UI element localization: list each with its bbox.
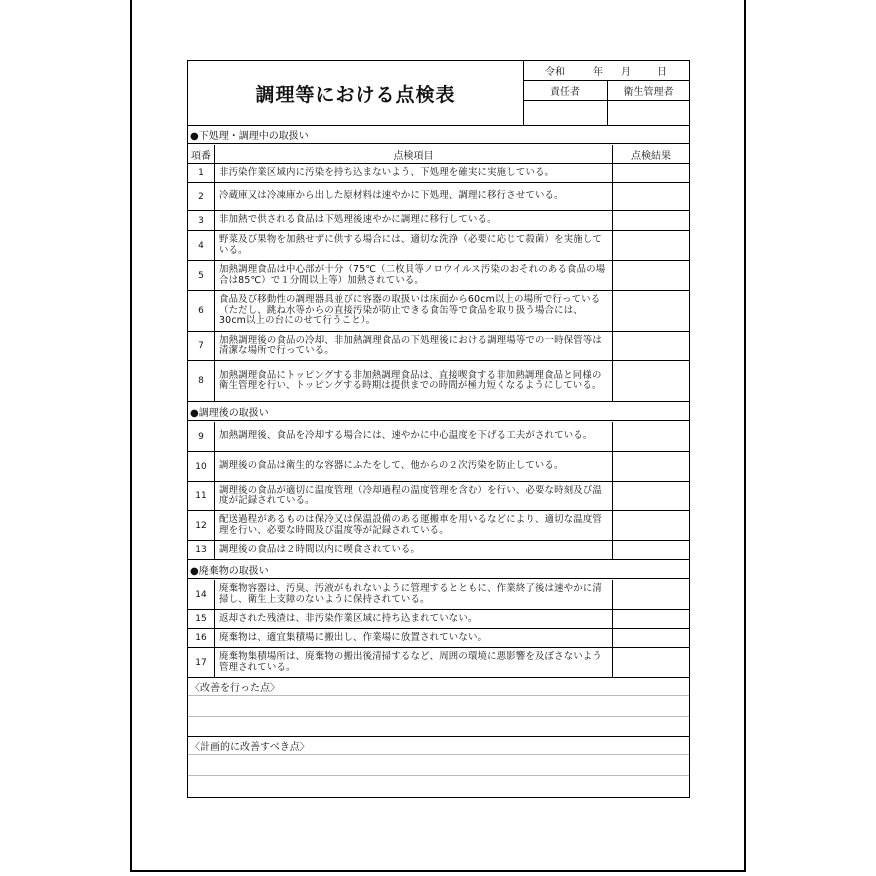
row-number: 8 (188, 361, 215, 401)
table-row (188, 332, 689, 361)
row-item-text: 廃棄物容器は、汚臭、汚液がもれないように管理するとともに、作業終了後は速やかに清掃し、衛生上支障のないように保持されている。 (215, 580, 613, 609)
date-day-label: 日 (657, 67, 667, 78)
date-month-label: 月 (621, 67, 631, 78)
table-row (188, 482, 689, 511)
row-result-cell[interactable] (613, 541, 689, 559)
row-number: 16 (188, 629, 215, 647)
table-row (188, 511, 689, 541)
table-row (188, 211, 689, 231)
table-row (188, 422, 689, 452)
row-item-text: 調理後の食品は衛生的な容器にふたをして、他からの２次汚染を防止している。 (215, 452, 613, 481)
row-number: 17 (188, 648, 215, 677)
section-heading-prep: ●下処理・調理中の取扱い (188, 125, 689, 144)
table-row (188, 610, 689, 629)
row-number: 5 (188, 261, 215, 290)
row-result-cell[interactable] (613, 291, 689, 331)
table-row (188, 361, 689, 402)
improved-points-label: 〈改善を行った点〉 (188, 678, 689, 696)
row-item-text: 非加熱で供される食品は下処理後速やかに調理に移行している。 (215, 211, 613, 230)
table-row (188, 231, 689, 261)
row-result-cell[interactable] (613, 580, 689, 609)
row-result-cell[interactable] (613, 183, 689, 210)
row-item-text: 調理後の食品が適切に温度管理（冷却過程の温度管理を含む）を行い、必要な時刻及び温度が記録されている。 (215, 482, 613, 510)
manager-stamp-box[interactable] (523, 101, 608, 125)
row-result-cell[interactable] (613, 164, 689, 182)
row-result-cell[interactable] (613, 511, 689, 540)
row-item-text: 加熱調理食品は中心部が十分（75℃（二枚貝等ノロウイルス汚染のおそれのある食品の場合は85℃）で１分間以上等）加熱されている。 (215, 261, 613, 290)
table-row (188, 291, 689, 332)
row-number: 7 (188, 332, 215, 360)
row-number: 1 (188, 164, 215, 182)
row-number: 11 (188, 482, 215, 510)
date-year-label: 年 (593, 67, 603, 78)
row-item-text: 加熱調理食品にトッピングする非加熱調理食品は、直接喫食する非加熱調理食品と同様の衛生管理を行い、トッピングする時期は提供までの時間が極力短くなるようにしている。 (215, 361, 613, 401)
col-result-header: 点検結果 (631, 150, 671, 162)
page-title: 調理等における点検表 (188, 61, 524, 125)
row-item-text: 野菜及び果物を加熱せずに供する場合には、適切な洗浄（必要に応じて殺菌）を実施している。 (215, 231, 613, 260)
row-item-text: 返却された残渣は、非汚染作業区域に持ち込まれていない。 (215, 610, 613, 628)
table-row (188, 452, 689, 482)
row-number: 14 (188, 580, 215, 609)
row-result-cell[interactable] (613, 361, 689, 401)
table-row (188, 580, 689, 610)
date-era: 令和 (545, 67, 565, 78)
table-row (188, 164, 689, 183)
row-item-text: 非汚染作業区域内に汚染を持ち込まないよう、下処理を確実に実施している。 (215, 164, 613, 182)
planned-improvements-line[interactable] (188, 756, 689, 776)
row-number: 9 (188, 422, 215, 451)
planned-improvements-line[interactable] (188, 776, 689, 796)
table-row (188, 541, 689, 560)
row-number: 4 (188, 231, 215, 260)
row-result-cell[interactable] (613, 261, 689, 290)
inspection-sheet (187, 60, 690, 798)
table-row (188, 183, 689, 211)
row-number: 13 (188, 541, 215, 559)
manager-label: 責任者 (523, 81, 608, 101)
improved-points-line[interactable] (188, 697, 689, 717)
row-number: 3 (188, 211, 215, 230)
row-item-text: 冷蔵庫又は冷凍庫から出した原材料は速やかに下処理、調理に移行させている。 (215, 183, 613, 210)
hygiene-manager-stamp-box[interactable] (608, 101, 689, 125)
col-no-header: 項番 (188, 145, 215, 163)
planned-improvements-label: 〈計画的に改善すべき点〉 (188, 737, 689, 755)
section-heading-waste: ●廃棄物の取扱い (188, 560, 689, 579)
row-result-cell[interactable] (613, 629, 689, 647)
row-result-cell[interactable] (613, 482, 689, 510)
row-result-cell[interactable] (613, 422, 689, 451)
row-number: 2 (188, 183, 215, 210)
row-result-cell[interactable] (613, 452, 689, 481)
row-number: 12 (188, 511, 215, 540)
hygiene-manager-label: 衛生管理者 (608, 81, 689, 101)
row-item-text: 廃棄物は、適宜集積場に搬出し、作業場に放置されていない。 (215, 629, 613, 647)
row-item-text: 加熱調理後の食品の冷却、非加熱調理食品の下処理後における調理場等での一時保管等は清潔な場所で行っている。 (215, 332, 613, 360)
table-row (188, 648, 689, 678)
row-number: 15 (188, 610, 215, 628)
row-number: 6 (188, 291, 215, 331)
sheet-header (188, 61, 689, 126)
row-item-text: 加熱調理後、食品を冷却する場合には、速やかに中心温度を下げる工夫がされている。 (215, 422, 613, 451)
row-result-cell[interactable] (613, 332, 689, 360)
section-heading-after-cooking: ●調理後の取扱い (188, 402, 689, 421)
row-number: 10 (188, 452, 215, 481)
table-row (188, 261, 689, 291)
row-item-text: 配送過程があるものは保冷又は保温設備のある運搬車を用いるなどにより、適切な温度管理を行い、必要な時間及び温度等が記録されている。 (215, 511, 613, 540)
date-field[interactable] (523, 61, 689, 81)
row-item-text: 廃棄物集積場所は、廃棄物の搬出後清掃するなど、周囲の環境に悪影響を及ぼさないよう管理されている。 (215, 648, 613, 677)
row-item-text: 食品及び移動性の調理器具並びに容器の取扱いは床面から60cm以上の場所で行っている（ただし、跳ね水等からの直接汚染が防止できる食缶等で食品を取り扱う場合には、30cm以上の台にのせて行うこと）。 (215, 291, 613, 331)
improved-points-line[interactable] (188, 717, 689, 737)
col-item-header: 点検項目 (215, 145, 613, 163)
table-row (188, 629, 689, 648)
row-result-cell[interactable] (613, 648, 689, 677)
row-result-cell[interactable] (613, 231, 689, 260)
row-result-cell[interactable] (613, 211, 689, 230)
row-item-text: 調理後の食品は２時間以内に喫食されている。 (215, 541, 613, 559)
column-header (188, 145, 689, 164)
row-result-cell[interactable] (613, 610, 689, 628)
